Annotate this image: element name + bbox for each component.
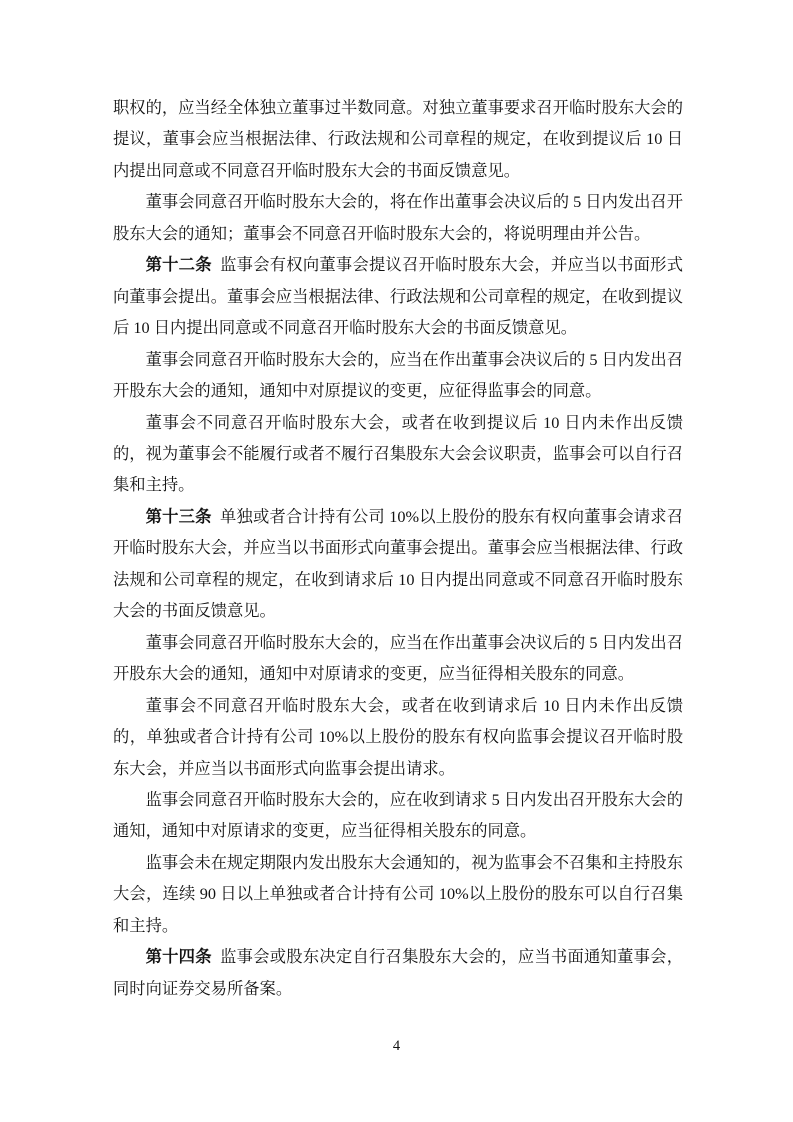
- article-paragraph: [113, 501, 683, 627]
- body-paragraph: [113, 407, 683, 501]
- page-number: 4: [392, 1038, 401, 1054]
- article-number: 第十三条: [145, 506, 212, 526]
- paragraph-text: 董事会不同意召开临时股东大会，或者在收到请求后 10 日内未作出反馈的，单独或者合计持有公司 10%以上股份的股东有权向监事会提议召开临时股东大会，并应当以书面形式向监事会提出请求。: [113, 695, 683, 778]
- paragraph-text: 董事会同意召开临时股东大会的，应当在作出董事会决议后的 5 日内发出召开股东大会的通知，通知中对原请求的变更，应当征得相关股东的同意。: [113, 632, 683, 684]
- article-number: 第十二条: [145, 255, 212, 275]
- body-paragraph: [113, 186, 683, 249]
- document-body: [113, 92, 683, 1004]
- paragraph-text: 董事会同意召开临时股东大会的，将在作出董事会决议后的 5 日内发出召开股东大会的通知；董事会不同意召开临时股东大会的，将说明理由并公告。: [113, 192, 683, 243]
- body-paragraph: [113, 92, 683, 186]
- paragraph-text: 监事会有权向董事会提议召开临时股东大会，并应当以书面形式向董事会提出。董事会应当根据法律、行政法规和公司章程的规定，在收到提议后 10 日内提出同意或不同意召开临时股东大会的书面反馈意见。: [113, 255, 683, 338]
- article-number: 第十四条: [145, 947, 212, 967]
- paragraph-text: 监事会或股东决定自行召集股东大会的，应当书面通知董事会，同时向证券交易所备案。: [113, 947, 683, 998]
- body-paragraph: [113, 627, 683, 690]
- body-paragraph: [113, 344, 683, 407]
- paragraph-text: 职权的，应当经全体独立董事过半数同意。对独立董事要求召开临时股东大会的提议，董事会应当根据法律、行政法规和公司章程的规定，在收到提议后 10 日内提出同意或不同意召开临时股东大会的书面反馈意见。: [113, 98, 683, 180]
- body-paragraph: [113, 784, 683, 847]
- page-footer: [0, 1036, 793, 1056]
- body-paragraph: [113, 847, 683, 941]
- article-paragraph: [113, 941, 683, 1004]
- paragraph-text: 董事会同意召开临时股东大会的，应当在作出董事会决议后的 5 日内发出召开股东大会的通知，通知中对原提议的变更，应征得监事会的同意。: [113, 349, 683, 401]
- article-paragraph: [113, 249, 683, 343]
- paragraph-text: 单独或者合计持有公司 10%以上股份的股东有权向董事会请求召开临时股东大会，并应当以书面形式向董事会提出。董事会应当根据法律、行政法规和公司章程的规定，在收到请求后 10 日内提出同意或不同意召开临时股东大会的书面反馈意见。: [113, 506, 683, 621]
- paragraph-text: 董事会不同意召开临时股东大会，或者在收到提议后 10 日内未作出反馈的，视为董事会不能履行或者不履行召集股东大会会议职责，监事会可以自行召集和主持。: [113, 412, 683, 495]
- paragraph-text: 监事会同意召开临时股东大会的，应在收到请求 5 日内发出召开股东大会的通知，通知中对原请求的变更，应当征得相关股东的同意。: [113, 789, 683, 841]
- body-paragraph: [113, 690, 683, 784]
- paragraph-text: 监事会未在规定期限内发出股东大会通知的，视为监事会不召集和主持股东大会，连续 90 日以上单独或者合计持有公司 10%以上股份的股东可以自行召集和主持。: [113, 852, 683, 935]
